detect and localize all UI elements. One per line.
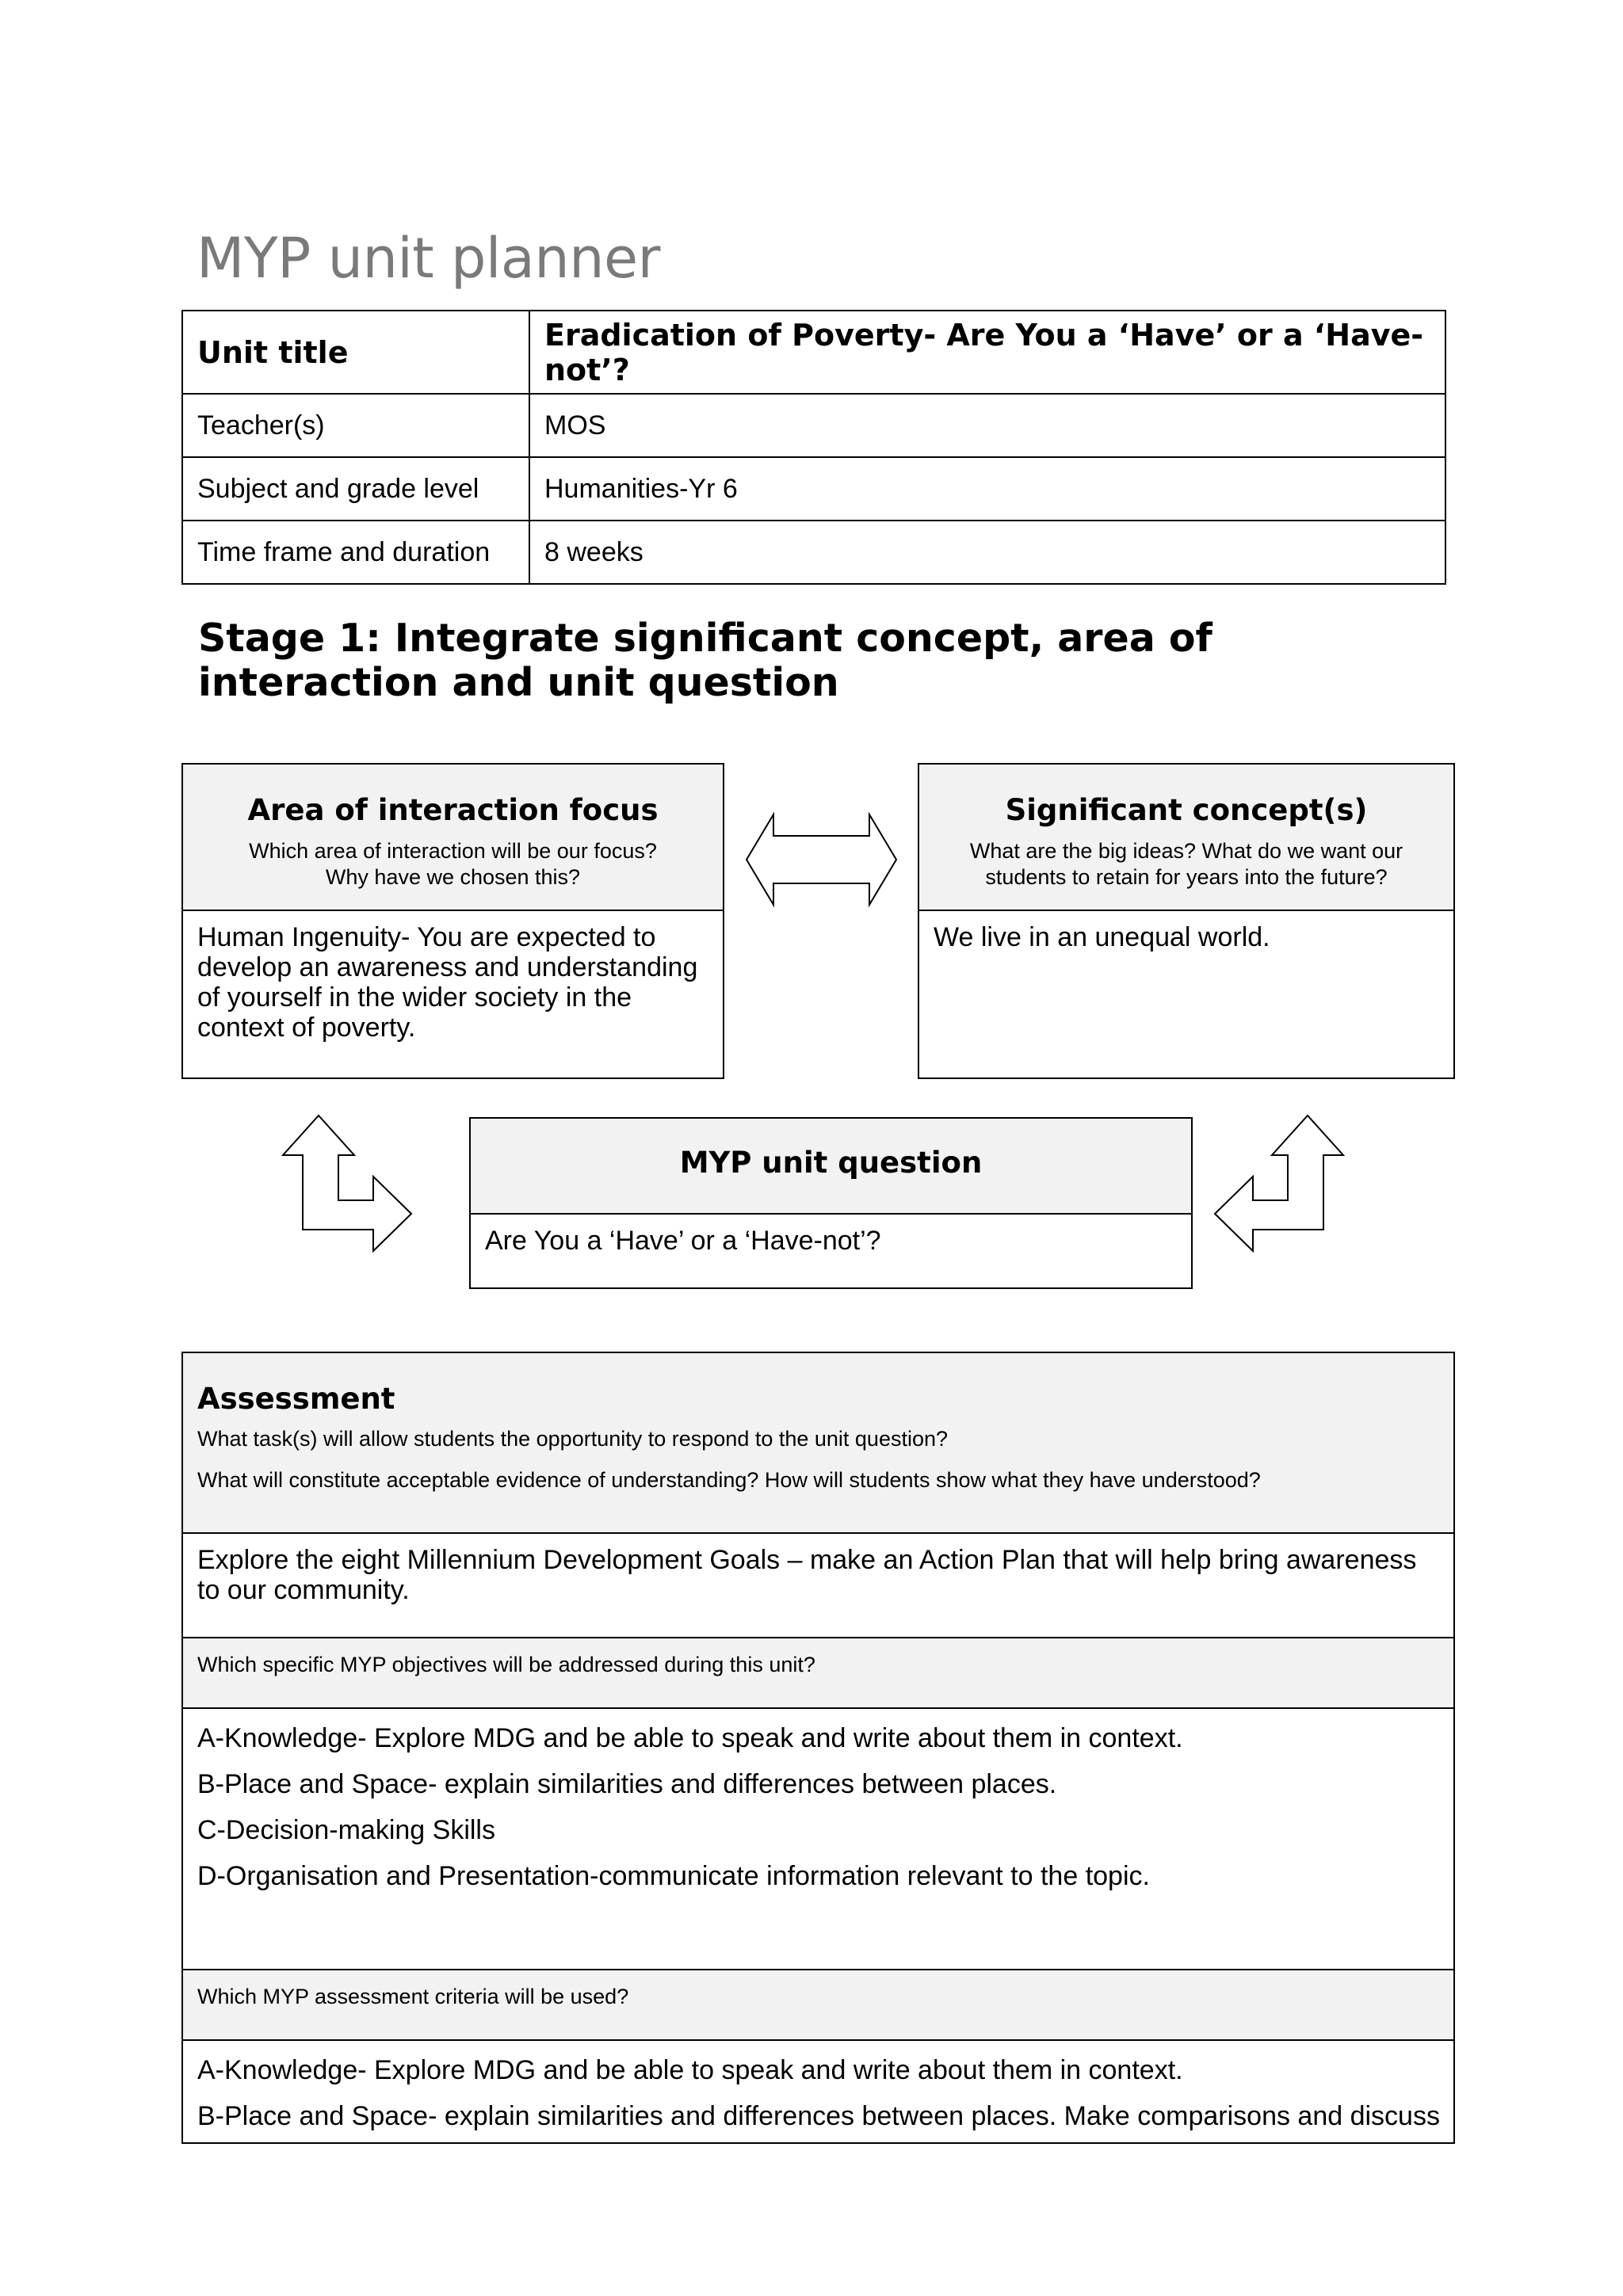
stage1-heading: Stage 1: Integrate significant concept, area of interaction and unit question bbox=[198, 616, 1212, 705]
double-arrow-icon bbox=[743, 812, 899, 907]
table-row bbox=[182, 394, 1445, 457]
table-row bbox=[182, 457, 1445, 521]
assessment-prompt: What task(s) will allow students the opportunity to respond to the unit question? bbox=[197, 1427, 949, 1451]
aoi-prompt: Why have we chosen this? bbox=[325, 865, 581, 889]
list-item: A-Knowledge- Explore MDG and be able to speak and write about them in context. bbox=[197, 2055, 1183, 2085]
list-item: B-Place and Space- explain similarities and differences between places. Make comparisons and discuss bbox=[197, 2101, 1440, 2131]
concept-prompt: What are the big ideas? What do we want our bbox=[969, 839, 1403, 863]
unit-question-header bbox=[471, 1119, 1191, 1215]
objectives-prompt: Which specific MYP objectives will be addressed during this unit? bbox=[183, 1638, 1453, 1709]
objectives-list bbox=[183, 1709, 1453, 1970]
concept-title: Significant concept(s) bbox=[1005, 793, 1368, 827]
bent-arrow-icon bbox=[281, 1113, 413, 1253]
aoi-content: Human Ingenuity- You are expected to develop an awareness and understanding of yourself in the wider society in the context of poverty. bbox=[197, 922, 698, 1043]
assessment-prompt: What will constitute acceptable evidence of understanding? How will students show what they have understood? bbox=[197, 1468, 1261, 1492]
list-item: B-Place and Space- explain similarities and differences between places. bbox=[197, 1769, 1057, 1799]
aoi-box bbox=[181, 763, 724, 1079]
list-item: C-Decision-making Skills bbox=[197, 1815, 495, 1845]
assessment-header bbox=[183, 1353, 1453, 1534]
assessment-task: Explore the eight Millennium Development Goals – make an Action Plan that will help bring awareness to our community. bbox=[183, 1534, 1453, 1638]
bent-arrow-icon bbox=[1213, 1113, 1345, 1253]
unit-question-box bbox=[469, 1117, 1193, 1289]
criteria-list bbox=[183, 2041, 1453, 2142]
criteria-prompt: Which MYP assessment criteria will be used? bbox=[183, 1970, 1453, 2041]
table-row bbox=[182, 311, 1445, 394]
unit-info-table bbox=[181, 310, 1446, 585]
teacher-label: Teacher(s) bbox=[182, 394, 529, 457]
aoi-prompt: Which area of interaction will be our focus? bbox=[249, 839, 657, 863]
list-item: D-Organisation and Presentation-communicate information relevant to the topic. bbox=[197, 1861, 1150, 1891]
subject-value: Humanities-Yr 6 bbox=[529, 457, 1445, 521]
assessment-title: Assessment bbox=[197, 1382, 395, 1416]
aoi-header bbox=[183, 765, 723, 911]
unit-question-title: MYP unit question bbox=[679, 1146, 983, 1180]
list-item: A-Knowledge- Explore MDG and be able to speak and write about them in context. bbox=[197, 1723, 1183, 1753]
table-row bbox=[182, 521, 1445, 584]
unit-question-content: Are You a ‘Have’ or a ‘Have-not’? bbox=[485, 1226, 881, 1256]
concept-content: We live in an unequal world. bbox=[934, 922, 1270, 952]
timeframe-value: 8 weeks bbox=[529, 521, 1445, 584]
teacher-value: MOS bbox=[529, 394, 1445, 457]
unit-title-label: Unit title bbox=[182, 311, 529, 394]
unit-title-value: Eradication of Poverty- Are You a ‘Have’ or a ‘Have-not’? bbox=[529, 311, 1445, 394]
aoi-title: Area of interaction focus bbox=[247, 793, 659, 827]
timeframe-label: Time frame and duration bbox=[182, 521, 529, 584]
assessment-section bbox=[181, 1352, 1455, 2144]
page-title: MYP unit planner bbox=[197, 226, 660, 291]
concept-prompt: students to retain for years into the future? bbox=[985, 865, 1388, 889]
concept-header bbox=[919, 765, 1453, 911]
subject-label: Subject and grade level bbox=[182, 457, 529, 521]
concept-box bbox=[918, 763, 1455, 1079]
